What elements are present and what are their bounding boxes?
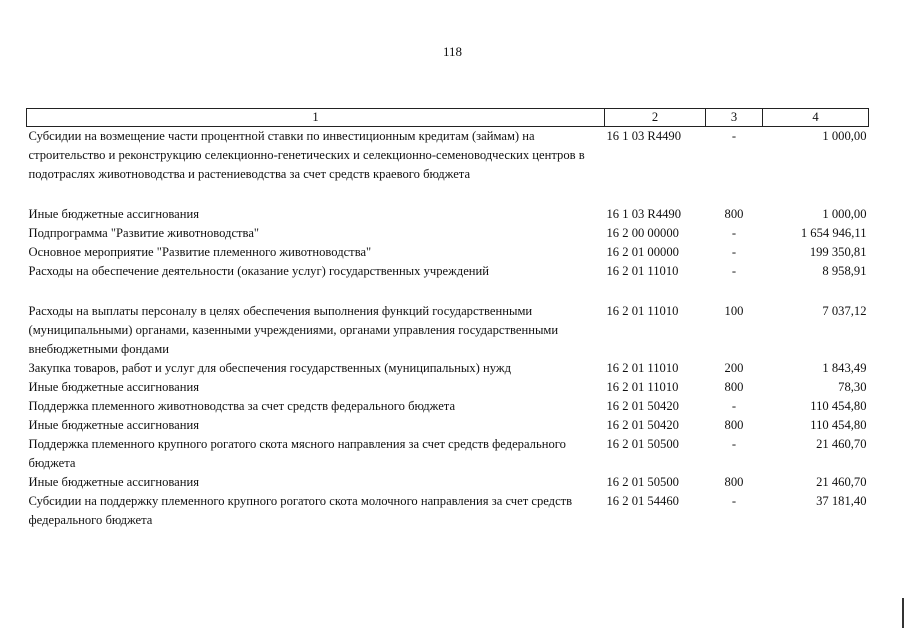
row-expense-type: - (731, 129, 737, 143)
row-amount: 110 454,80 (810, 418, 867, 432)
row-description: Расходы на обеспечение деятельности (оказание услуг) государственных учреждений (28, 264, 490, 278)
row-code: 16 2 01 50500 (606, 475, 679, 489)
row-amount: 1 000,00 (822, 129, 867, 143)
row-code: 16 1 03 R4490 (606, 129, 682, 143)
table-row (27, 359, 869, 378)
row-code: 16 2 01 50500 (606, 437, 679, 451)
table-row (27, 492, 869, 530)
row-description: Субсидии на поддержку племенного крупного рогатого скота молочного направления за счет средств федерального бюджета (28, 494, 573, 527)
table-row (27, 224, 869, 243)
row-code: 16 2 01 11010 (606, 264, 679, 278)
column-header-4: 4 (763, 109, 869, 127)
row-description: Закупка товаров, работ и услуг для обеспечения государственных (муниципальных) нужд (28, 361, 511, 375)
row-amount: 1 654 946,11 (800, 226, 867, 240)
row-description: Расходы на выплаты персоналу в целях обеспечения выполнения функций государственными (муниципальными) органами, казенными учреждениями, органами управления государственными внебюджетными фондами (28, 304, 559, 356)
row-expense-type: 800 (724, 475, 744, 489)
row-expense-type: 200 (724, 361, 744, 375)
table-row (27, 473, 869, 492)
table-row (27, 397, 869, 416)
row-expense-type: - (731, 494, 737, 508)
row-amount: 21 460,70 (816, 437, 867, 451)
row-description: Основное мероприятие "Развитие племенного животноводства" (28, 245, 372, 259)
table-row (27, 127, 869, 185)
row-description: Поддержка племенного животноводства за счет средств федерального бюджета (28, 399, 456, 413)
column-header-1: 1 (27, 109, 605, 127)
table-row (27, 435, 869, 473)
table-row (27, 243, 869, 262)
row-code: 16 2 01 11010 (606, 361, 679, 375)
row-description: Субсидии на возмещение части процентной ставки по инвестиционным кредитам (займам) на строительство и реконструкцию селекционно-генетических и селекционно-семеноводческих центров в подотраслях животноводства и растениеводства за счет средств краевого бюджета (28, 129, 585, 181)
row-description: Поддержка племенного крупного рогатого скота мясного направления за счет средств федерального бюджета (28, 437, 566, 470)
row-code: 16 1 03 R4490 (606, 207, 682, 221)
row-expense-type: - (731, 264, 737, 278)
row-expense-type: 800 (724, 418, 744, 432)
row-expense-type: - (731, 245, 737, 259)
row-amount: 37 181,40 (816, 494, 867, 508)
row-expense-type: 800 (724, 207, 744, 221)
row-code: 16 2 00 00000 (606, 226, 679, 240)
row-amount: 110 454,80 (810, 399, 867, 413)
row-code: 16 2 01 00000 (606, 245, 679, 259)
row-code: 16 2 01 54460 (606, 494, 679, 508)
row-expense-type: - (731, 399, 737, 413)
row-amount: 1 843,49 (822, 361, 867, 375)
row-description: Иные бюджетные ассигнования (28, 207, 200, 221)
table-row (27, 416, 869, 435)
row-description: Иные бюджетные ассигнования (28, 475, 200, 489)
page-number: 118 (442, 44, 463, 59)
budget-table (26, 108, 869, 530)
row-expense-type: - (731, 437, 737, 451)
row-amount: 78,30 (838, 380, 867, 394)
row-amount: 7 037,12 (822, 304, 867, 318)
row-expense-type: 100 (724, 304, 744, 318)
row-amount: 8 958,91 (822, 264, 867, 278)
table-row (27, 378, 869, 397)
row-amount: 199 350,81 (809, 245, 867, 259)
row-expense-type: 800 (724, 380, 744, 394)
row-code: 16 2 01 50420 (606, 418, 679, 432)
row-amount: 21 460,70 (816, 475, 867, 489)
table-header-row (27, 109, 869, 127)
table-row (27, 184, 869, 224)
column-header-2: 2 (605, 109, 706, 127)
row-code: 16 2 01 50420 (606, 399, 679, 413)
row-amount: 1 000,00 (822, 207, 867, 221)
row-code: 16 2 01 11010 (606, 304, 679, 318)
page-edge-mark (902, 598, 904, 628)
column-header-3: 3 (706, 109, 763, 127)
table-row (27, 281, 869, 359)
row-expense-type: - (731, 226, 737, 240)
row-description: Иные бюджетные ассигнования (28, 380, 200, 394)
table-row (27, 262, 869, 281)
row-description: Иные бюджетные ассигнования (28, 418, 200, 432)
row-description: Подпрограмма "Развитие животноводства" (28, 226, 260, 240)
row-code: 16 2 01 11010 (606, 380, 679, 394)
